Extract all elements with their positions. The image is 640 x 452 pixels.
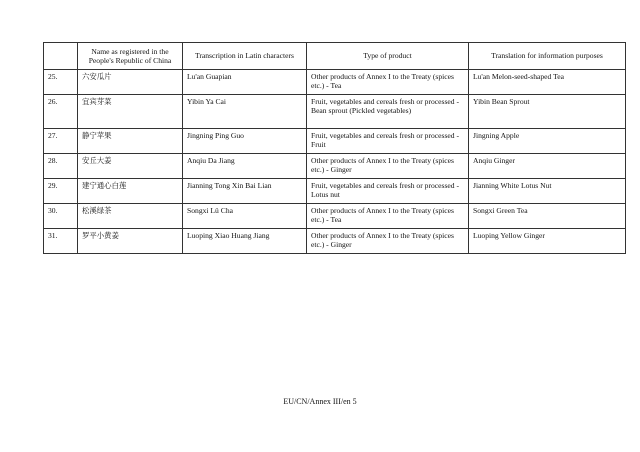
chinese-name-cell: 六安瓜片: [78, 70, 183, 95]
latin-cell: Lu'an Guapian: [183, 70, 307, 95]
latin-cell: Anqiu Da Jiang: [183, 154, 307, 179]
translation-cell: Yibin Bean Sprout: [469, 95, 626, 129]
chinese-name-cell: 松溪绿茶: [78, 204, 183, 229]
product-type-cell: Other products of Annex I to the Treaty (spices etc.) - Tea: [307, 204, 469, 229]
product-type-cell: Other products of Annex I to the Treaty (spices etc.) - Tea: [307, 70, 469, 95]
header-number: [44, 43, 78, 70]
translation-cell: Luoping Yellow Ginger: [469, 229, 626, 254]
row-number: 30.: [44, 204, 78, 229]
row-number: 27.: [44, 129, 78, 154]
translation-cell: Jingning Apple: [469, 129, 626, 154]
latin-cell: Yibin Ya Cai: [183, 95, 307, 129]
product-type-cell: Other products of Annex I to the Treaty (spices etc.) - Ginger: [307, 154, 469, 179]
table-row: [44, 129, 626, 154]
row-number: 25.: [44, 70, 78, 95]
row-number: 28.: [44, 154, 78, 179]
product-type-cell: Fruit, vegetables and cereals fresh or processed - Bean sprout (Pickled vegetables): [307, 95, 469, 129]
header-translation: Translation for information purposes: [469, 43, 626, 70]
chinese-name-cell: 安丘大姜: [78, 154, 183, 179]
row-number: 29.: [44, 179, 78, 204]
product-type-cell: Fruit, vegetables and cereals fresh or processed - Fruit: [307, 129, 469, 154]
table-row: [44, 95, 626, 129]
row-number: 26.: [44, 95, 78, 129]
latin-cell: Luoping Xiao Huang Jiang: [183, 229, 307, 254]
table-row: [44, 204, 626, 229]
table-row: [44, 70, 626, 95]
table-row: [44, 154, 626, 179]
chinese-name-cell: 宜宾芽菜: [78, 95, 183, 129]
translation-cell: Anqiu Ginger: [469, 154, 626, 179]
translation-cell: Songxi Green Tea: [469, 204, 626, 229]
table-row: [44, 179, 626, 204]
chinese-name-cell: 建宁通心白莲: [78, 179, 183, 204]
latin-cell: Jianning Tong Xin Bai Lian: [183, 179, 307, 204]
table-row: [44, 229, 626, 254]
translation-cell: Jianning White Lotus Nut: [469, 179, 626, 204]
table-header-row: [44, 43, 626, 70]
product-type-cell: Other products of Annex I to the Treaty (spices etc.) - Ginger: [307, 229, 469, 254]
translation-cell: Lu'an Melon-seed-shaped Tea: [469, 70, 626, 95]
product-type-cell: Fruit, vegetables and cereals fresh or processed - Lotus nut: [307, 179, 469, 204]
gi-table: [43, 42, 626, 254]
row-number: 31.: [44, 229, 78, 254]
header-product-type: Type of product: [307, 43, 469, 70]
header-latin-transcription: Transcription in Latin characters: [183, 43, 307, 70]
chinese-name-cell: 罗平小黄姜: [78, 229, 183, 254]
latin-cell: Songxi Lü Cha: [183, 204, 307, 229]
header-chinese-name: Name as registered in the People's Republic of China: [78, 43, 183, 70]
page-footer-reference: EU/CN/Annex III/en 5: [283, 397, 357, 406]
chinese-name-cell: 静宁苹果: [78, 129, 183, 154]
latin-cell: Jingning Ping Guo: [183, 129, 307, 154]
